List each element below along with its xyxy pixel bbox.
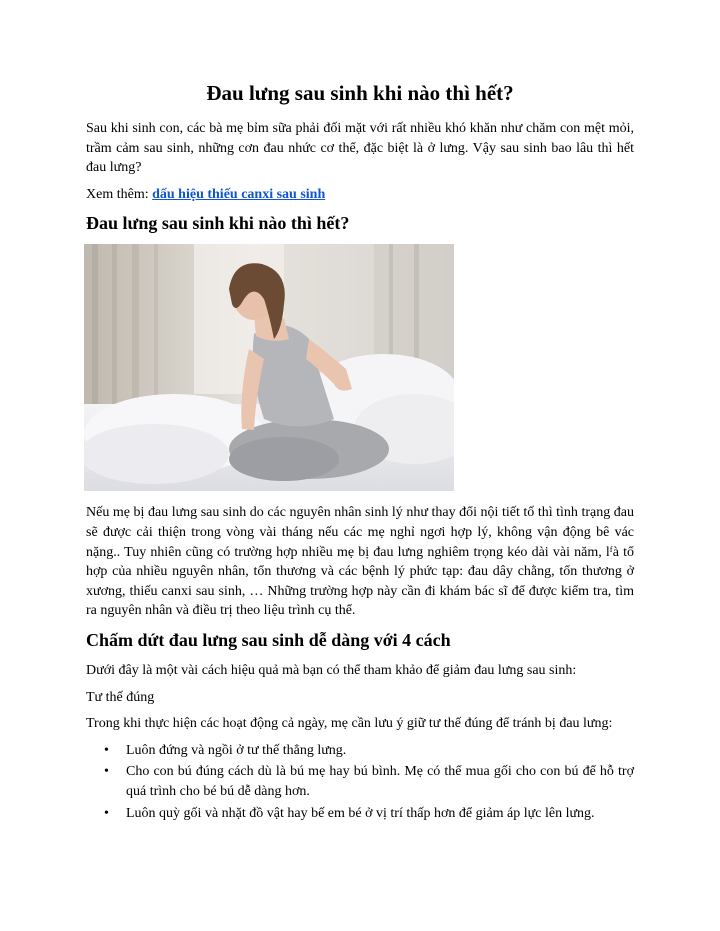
section2-heading: Chấm dứt đau lưng sau sinh dễ dàng với 4 cách <box>86 629 451 650</box>
see-also-link[interactable]: dấu hiệu thiếu canxi sau sinh <box>152 186 326 202</box>
document-page <box>86 80 634 825</box>
see-also-prefix: Xem thêm: <box>86 186 153 202</box>
see-also-line <box>86 185 634 205</box>
section1-body: Nếu mẹ bị đau lưng sau sinh do các nguyên nhân sinh lý như thay đổi nội tiết tố thì tình trạng đau sẽ được cải thiện trong vòng vài tháng nếu các mẹ nghỉ ngơi hợp lý, không vận động bê vác nặng.. Tuy nhiên cũng có trường hợp nhiều mẹ bị đau lưng nghiêm trọng kéo dài vài năm, lᶠà tổ hợp của nhiều nguyên nhân, tổn thương và các bệnh lý phức tạp: đau dây chằng, tổn thương ở xương, thiếu canxi sau sinh, … Những trường hợp này cần đi khám bác sĩ để được kiểm tra, tìm ra nguyên nhân và điều trị theo liệu trình cụ thể. <box>86 505 634 619</box>
posture-subheading: Tư thế đúng <box>86 689 155 705</box>
list-item-text: Luôn quỳ gối và nhặt đồ vật hay bế em bé ở vị trí thấp hơn để giảm áp lực lên lưng. <box>126 805 595 821</box>
list-item <box>86 804 634 824</box>
list-item <box>86 741 634 761</box>
list-item-text: Luôn đứng và ngồi ở tư thế thẳng lưng. <box>126 742 347 758</box>
posture-body: Trong khi thực hiện các hoạt động cả ngày, mẹ cần lưu ý giữ tư thế đúng để tránh bị đau lưng: <box>86 716 613 732</box>
list-item-text: Cho con bú đúng cách dù là bú mẹ hay bú bình. Mẹ có thể mua gối cho con bú để hỗ trợ quá trình cho bé bú dễ dàng hơn. <box>126 764 634 799</box>
list-item <box>86 762 634 801</box>
bullet-icon: • <box>104 742 109 758</box>
section2-intro: Dưới đây là một vài cách hiệu quả mà bạn có thể tham khảo để giảm đau lưng sau sinh: <box>86 662 577 678</box>
intro-paragraph: Sau khi sinh con, các bà mẹ bỉm sữa phải đối mặt với rất nhiều khó khăn như chăm con mệt mỏi, trầm cảm sau sinh, những cơn đau nhức cơ thể, đặc biệt là ở lưng. Vậy sau sinh bao lâu thì hết đau lưng? <box>86 121 634 176</box>
bullet-icon: • <box>104 764 109 780</box>
posture-tips-list <box>86 741 634 823</box>
woman-back-pain-photo <box>84 244 454 491</box>
bullet-icon: • <box>104 805 109 821</box>
section1-heading: Đau lưng sau sinh khi nào thì hết? <box>86 213 350 234</box>
page-title: Đau lưng sau sinh khi nào thì hết? <box>206 81 514 105</box>
